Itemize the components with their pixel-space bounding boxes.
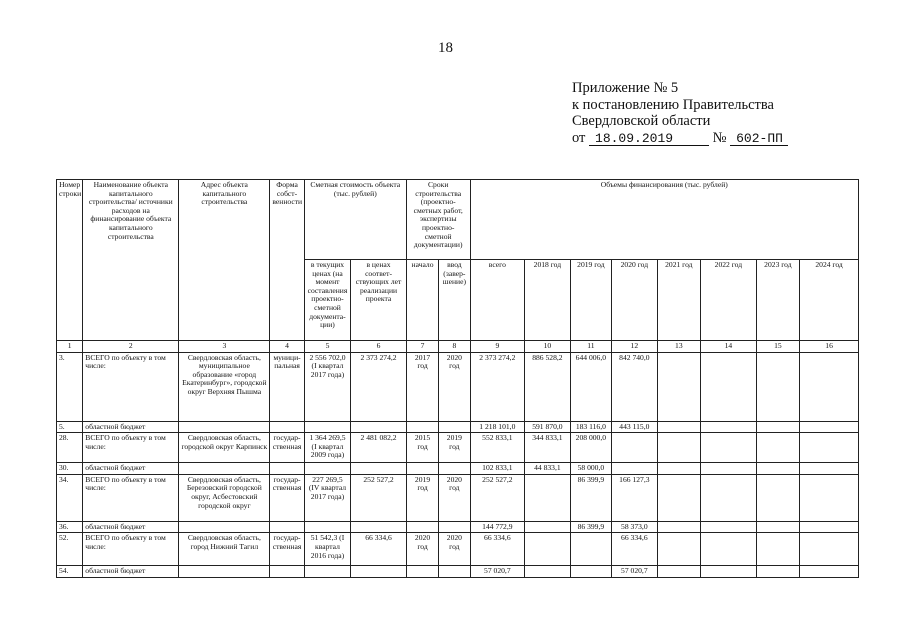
row-2024 xyxy=(800,463,859,475)
row-estimate-period: 2 373 274,2 xyxy=(351,352,407,421)
row-estimate-current: 2 556 702,0 (I квартал 2017 года) xyxy=(304,352,351,421)
appendix-title: Приложение № 5 xyxy=(572,80,679,96)
header-year-2022: 2022 год xyxy=(701,260,757,341)
header-estimate-period: в ценах соответ-ствующих лет реализации проекта xyxy=(351,260,407,341)
row-2022 xyxy=(701,533,757,566)
row-2018: 591 870,0 xyxy=(525,421,571,433)
header-row-num: Номер строки xyxy=(57,180,83,341)
row-2020: 842 740,0 xyxy=(612,352,658,421)
column-number: 5 xyxy=(304,341,351,353)
row-total: 66 334,6 xyxy=(470,533,525,566)
row-ownership: государ-ственная xyxy=(270,474,304,521)
column-number: 8 xyxy=(439,341,470,353)
row-2023 xyxy=(756,533,799,566)
row-total: 2 373 274,2 xyxy=(470,352,525,421)
row-2019 xyxy=(570,533,611,566)
row-total: 144 772,9 xyxy=(470,521,525,533)
row-2022 xyxy=(701,352,757,421)
header-object-name: Наименование объекта капитального строительства/ источники расходов на финансирование объекта капитального строительства xyxy=(83,180,179,341)
row-2022 xyxy=(701,433,757,463)
appendix-block xyxy=(572,80,788,146)
row-name: областной бюджет xyxy=(83,421,179,433)
header-financing: Объемы финансирования (тыс. рублей) xyxy=(470,180,858,260)
row-number: 3. xyxy=(57,352,83,421)
column-number: 14 xyxy=(701,341,757,353)
row-2019: 58 000,0 xyxy=(570,463,611,475)
row-number: 28. xyxy=(57,433,83,463)
row-number: 34. xyxy=(57,474,83,521)
row-2023 xyxy=(756,463,799,475)
row-total: 552 833,1 xyxy=(470,433,525,463)
row-2024 xyxy=(800,521,859,533)
row-2023 xyxy=(756,566,799,578)
row-2024 xyxy=(800,566,859,578)
row-estimate-period: 66 334,6 xyxy=(351,533,407,566)
row-2018 xyxy=(525,474,571,521)
header-estimate-current: в текущих ценах (на момент составления проектно-сметной документа-ции) xyxy=(304,260,351,341)
row-2021 xyxy=(657,433,700,463)
row-2020: 166 127,3 xyxy=(612,474,658,521)
row-address: Свердловская область, муниципальное образование «город Екатеринбург», городской округ Верхняя Пышма xyxy=(179,352,270,421)
appendix-line-2: к постановлению Правительства xyxy=(572,96,774,113)
column-number: 10 xyxy=(525,341,571,353)
row-2020: 57 020,7 xyxy=(612,566,658,578)
row-end: 2019 год xyxy=(439,433,470,463)
row-2023 xyxy=(756,421,799,433)
row-2019 xyxy=(570,566,611,578)
column-number: 3 xyxy=(179,341,270,353)
table-row-object xyxy=(57,433,859,463)
header-year-2021: 2021 год xyxy=(657,260,700,341)
row-name: ВСЕГО по объекту в том числе: xyxy=(83,533,179,566)
header-end: ввод (завер-шение) xyxy=(439,260,470,341)
row-2021 xyxy=(657,533,700,566)
row-2018: 44 833,1 xyxy=(525,463,571,475)
row-2020 xyxy=(612,463,658,475)
row-2021 xyxy=(657,521,700,533)
row-2021 xyxy=(657,463,700,475)
row-estimate-current: 1 364 269,5 (I квартал 2009 года) xyxy=(304,433,351,463)
table-row-object xyxy=(57,474,859,521)
row-start: 2015 год xyxy=(406,433,438,463)
column-number: 7 xyxy=(406,341,438,353)
row-ownership: государ-ственная xyxy=(270,433,304,463)
header-year-2023: 2023 год xyxy=(756,260,799,341)
row-2020 xyxy=(612,433,658,463)
row-2018 xyxy=(525,521,571,533)
table-row-budget xyxy=(57,421,859,433)
row-2018: 344 833,1 xyxy=(525,433,571,463)
row-start: 2020 год xyxy=(406,533,438,566)
row-ownership: государ-ственная xyxy=(270,533,304,566)
row-2020: 58 373,0 xyxy=(612,521,658,533)
header-total: всего xyxy=(470,260,525,341)
table-row-object xyxy=(57,533,859,566)
row-2022 xyxy=(701,421,757,433)
header-start: начало xyxy=(406,260,438,341)
row-estimate-period: 252 527,2 xyxy=(351,474,407,521)
row-number: 54. xyxy=(57,566,83,578)
header-year-2020: 2020 год xyxy=(612,260,658,341)
row-2018 xyxy=(525,533,571,566)
row-2019: 183 116,0 xyxy=(570,421,611,433)
row-total: 1 218 101,0 xyxy=(470,421,525,433)
appendix-line-3: Свердловской области xyxy=(572,113,711,129)
page-number: 18 xyxy=(438,40,453,56)
row-address: Свердловская область, городской округ Карпинск xyxy=(179,433,270,463)
header-year-2018: 2018 год xyxy=(525,260,571,341)
row-2020: 443 115,0 xyxy=(612,421,658,433)
row-2021 xyxy=(657,352,700,421)
row-2019: 208 000,0 xyxy=(570,433,611,463)
row-ownership: муници-пальная xyxy=(270,352,304,421)
row-2024 xyxy=(800,474,859,521)
row-2022 xyxy=(701,474,757,521)
column-number: 16 xyxy=(800,341,859,353)
row-name: областной бюджет xyxy=(83,566,179,578)
row-total: 57 020,7 xyxy=(470,566,525,578)
header-row-1 xyxy=(57,180,859,260)
financing-table xyxy=(56,179,859,578)
row-2018 xyxy=(525,566,571,578)
column-number-row xyxy=(57,341,859,353)
header-year-2019: 2019 год xyxy=(570,260,611,341)
row-2024 xyxy=(800,352,859,421)
table-row-budget xyxy=(57,521,859,533)
row-name: ВСЕГО по объекту в том числе: xyxy=(83,433,179,463)
row-2021 xyxy=(657,474,700,521)
row-end: 2020 год xyxy=(439,474,470,521)
header-ownership: Форма собст-венности xyxy=(270,180,304,341)
row-2024 xyxy=(800,421,859,433)
row-number: 36. xyxy=(57,521,83,533)
table-row-budget xyxy=(57,566,859,578)
row-estimate-period: 2 481 082,2 xyxy=(351,433,407,463)
row-2023 xyxy=(756,433,799,463)
column-number: 2 xyxy=(83,341,179,353)
header-estimate: Сметная стоимость объекта (тыс. рублей) xyxy=(304,180,406,260)
row-number: 5. xyxy=(57,421,83,433)
row-estimate-current: 51 542,3 (I квартал 2016 года) xyxy=(304,533,351,566)
row-start: 2019 год xyxy=(406,474,438,521)
column-number: 6 xyxy=(351,341,407,353)
row-end: 2020 год xyxy=(439,352,470,421)
column-number: 12 xyxy=(612,341,658,353)
row-number: 30. xyxy=(57,463,83,475)
header-address: Адрес объекта капитального строительства xyxy=(179,180,270,341)
row-2019: 644 006,0 xyxy=(570,352,611,421)
date-prefix: от xyxy=(572,129,586,146)
row-start: 2017 год xyxy=(406,352,438,421)
row-address: Свердловская область, город Нижний Тагил xyxy=(179,533,270,566)
row-total: 102 833,1 xyxy=(470,463,525,475)
row-name: областной бюджет xyxy=(83,463,179,475)
header-year-2024: 2024 год xyxy=(800,260,859,341)
row-end: 2020 год xyxy=(439,533,470,566)
column-number: 4 xyxy=(270,341,304,353)
column-number: 11 xyxy=(570,341,611,353)
resolution-number: 602-ПП xyxy=(730,132,788,146)
row-name: ВСЕГО по объекту в том числе: xyxy=(83,352,179,421)
column-number: 1 xyxy=(57,341,83,353)
row-2018: 886 528,2 xyxy=(525,352,571,421)
column-number: 9 xyxy=(470,341,525,353)
column-number: 15 xyxy=(756,341,799,353)
row-2019: 86 399,9 xyxy=(570,474,611,521)
row-2023 xyxy=(756,474,799,521)
row-2022 xyxy=(701,463,757,475)
row-2021 xyxy=(657,421,700,433)
appendix-date-line xyxy=(572,130,788,147)
row-2021 xyxy=(657,566,700,578)
row-2023 xyxy=(756,352,799,421)
row-2019: 86 399,9 xyxy=(570,521,611,533)
row-total: 252 527,2 xyxy=(470,474,525,521)
row-address: Свердловская область, Березовский городской округ, Асбестовский городской округ xyxy=(179,474,270,521)
row-2024 xyxy=(800,433,859,463)
row-2023 xyxy=(756,521,799,533)
row-2024 xyxy=(800,533,859,566)
row-2022 xyxy=(701,566,757,578)
number-prefix: № xyxy=(712,129,727,146)
row-name: ВСЕГО по объекту в том числе: xyxy=(83,474,179,521)
table-row-budget xyxy=(57,463,859,475)
row-2020: 66 334,6 xyxy=(612,533,658,566)
row-estimate-current: 227 269,5 (IV квартал 2017 года) xyxy=(304,474,351,521)
row-2022 xyxy=(701,521,757,533)
row-number: 52. xyxy=(57,533,83,566)
header-terms: Сроки строительства (проектно-сметных работ, экспертизы проектно-сметной документации) xyxy=(406,180,470,260)
column-number: 13 xyxy=(657,341,700,353)
row-name: областной бюджет xyxy=(83,521,179,533)
table-row-object xyxy=(57,352,859,421)
resolution-date: 18.09.2019 xyxy=(589,132,709,146)
